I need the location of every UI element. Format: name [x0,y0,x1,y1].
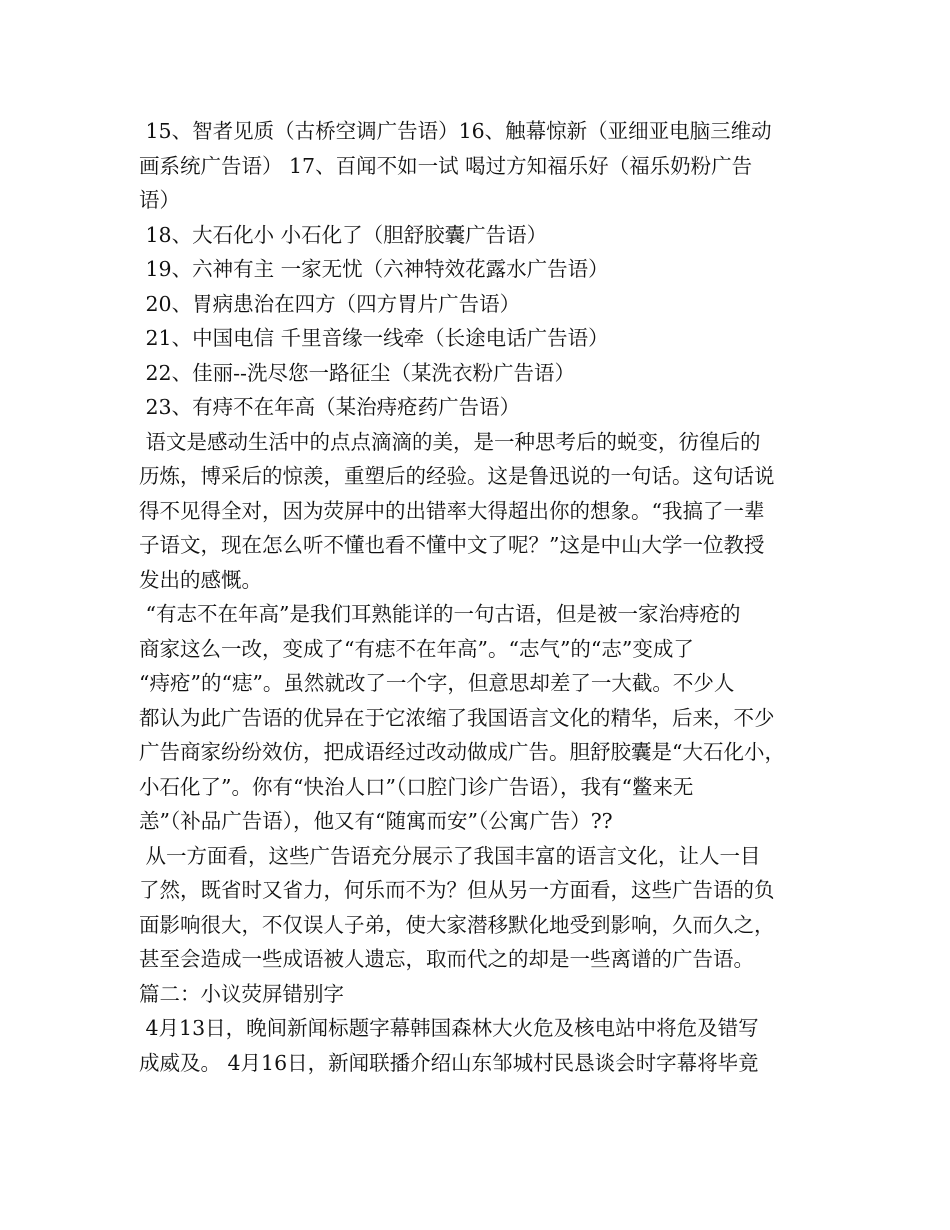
text-line: 得不见得全对，因为荧屏中的出错率大得超出你的想象。“我搞了一辈 [139,498,765,523]
text-line: 发出的感慨。 [139,567,262,592]
section-heading: 篇二：小议荧屏错别字 [139,981,344,1006]
text-line: 广告商家纷纷效仿，把成语经过改动做成广告。胆舒胶囊是“大石化小， [139,740,785,764]
text-line: 甚至会造成一些成语被人遗忘，取而代之的却是一些离谱的广告语。 [139,947,754,971]
text-line: 成威及。 4月16日，新闻联播介绍山东邹城村民恳谈会时字幕将毕竟 [139,1050,759,1075]
text-line: 19、六神有主 一家无忧（六神特效花露水广告语） [139,257,609,281]
text-line: 都认为此广告语的优异在于它浓缩了我国语言文化的精华，后来，不少 [139,705,775,730]
text-line: 历炼，博采后的惊羡，重塑后的经验。这是鲁迅说的一句话。这句话说 [139,464,775,488]
text-line: 商家这么一改，变成了“有痣不在年高”。“志气”的“志”变成了 [139,636,694,661]
text-line: 21、中国电信 千里音缘一线牵（长途电话广告语） [139,326,609,350]
text-line: “痔疮”的“痣”。虽然就改了一个字，但意思却差了一大截。不少人 [139,671,735,695]
text-line: 了然，既省时又省力，何乐而不为？但从另一方面看，这些广告语的负 [139,878,775,902]
text-line: 20、胃病患治在四方（四方胃片广告语） [139,291,521,316]
text-line: 子语文，现在怎么听不懂也看不懂中文了呢？”这是中山大学一位教授 [139,533,765,557]
text-line: 面影响很大，不仅误人子弟，使大家潜移默化地受到影响，久而久之， [139,912,775,937]
text-line: 恙”（补品广告语），他又有“随寓而安”（公寓广告）?? [139,809,613,833]
text-line: 4月13日，晚间新闻标题字幕韩国森林大火危及核电站中将危及错写 [139,1016,759,1040]
text-line: 画系统广告语） 17、百闻不如一试 喝过方知福乐好（福乐奶粉广告 [139,153,753,178]
text-line: “有志不在年高”是我们耳熟能详的一句古语，但是被一家治痔疮的 [139,602,741,626]
text-line: 小石化了”。你有“快治人口”（口腔门诊广告语），我有“鳖来无 [139,774,694,799]
text-line: 语） [139,188,180,212]
text-line: 从一方面看，这些广告语充分展示了我国丰富的语言文化，让人一目 [139,843,761,868]
text-line: 18、大石化小 小石化了（胆舒胶囊广告语） [139,222,548,247]
document-body [139,114,819,1080]
text-line: 语文是感动生活中的点点滴滴的美，是一种思考后的蜕变，彷徨后的 [139,429,761,454]
text-line: 22、佳丽--洗尽您一路征尘（某洗衣粉广告语） [139,360,575,385]
text-line: 23、有痔不在年高（某治痔疮药广告语） [139,395,521,419]
text-line: 15、智者见质（古桥空调广告语）16、触幕惊新（亚细亚电脑三维动 [139,119,772,143]
